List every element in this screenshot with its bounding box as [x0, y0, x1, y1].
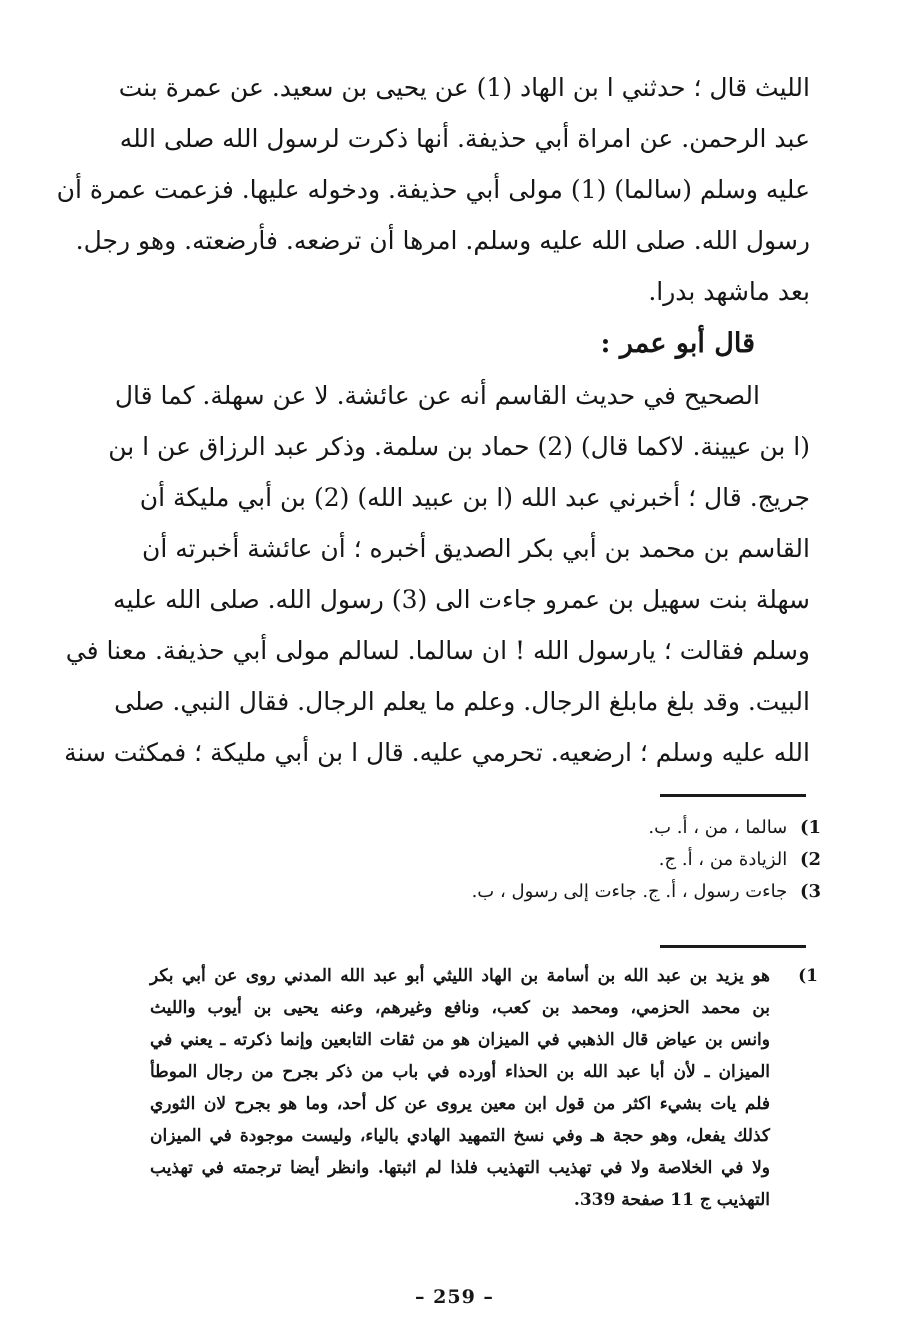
footnote-number: 1) — [798, 966, 818, 986]
text-line: وسلم فقالت ؛ يارسول الله ! ان سالما. لسالم مولى أبي حذيفة. معنا في — [65, 636, 810, 665]
footnote-line: الميزان ـ لأن أبا عبد الله بن الحذاء أورده في باب من ذكر بجرح من رجال الموطأ — [150, 1062, 770, 1082]
footnote-line: كذلك يفعل، وهو حجة هـ وفي نسخ التمهيد الهادي بالياء، وليست موجودة في الميزان — [150, 1126, 770, 1146]
footnote-line: ولا في الخلاصة ولا في تهذيب التهذيب فلذا لم اثبتها. وانظر أيضا ترجمته في تهذيب — [150, 1158, 770, 1178]
note-number: 2) — [799, 849, 821, 870]
text-line: عليه وسلم (سالما) (1) مولى أبي حذيفة. ودخوله عليها. فزعمت عمرة أن — [56, 175, 810, 204]
text-line: البيت. وقد بلغ مابلغ الرجال. وعلم ما يعلم الرجال. فقال النبي. صلى — [114, 687, 810, 716]
section-heading: قال أبو عمر : — [600, 328, 755, 359]
footnote-body — [150, 960, 770, 1216]
page-number: – 259 – — [415, 1286, 494, 1308]
text-line: جريج. قال ؛ أخبرني عبد الله (ا بن عبيد الله) (2) بن أبي مليكة أن — [139, 483, 810, 512]
text-line: القاسم بن محمد بن أبي بكر الصديق أخبره ؛ أن عائشة أخبرته أن — [141, 534, 810, 563]
variant-note — [301, 844, 821, 876]
footnote-divider — [660, 794, 806, 797]
footnote-line: وانس بن عياض قال الذهبي في الميزان هو من ثقات التابعين وإنما ذكرته ـ يعني في — [150, 1030, 770, 1050]
note-text: سالما ، من ، أ. ب. — [648, 817, 788, 838]
footnote-line: التهذيب ج 11 صفحة 339. — [573, 1190, 770, 1210]
variant-note — [301, 876, 821, 908]
footnote-line: فلم يات بشيء اكثر من قول ابن معين يروى عن كل أحد، وما هو بجرح لان الثوري — [150, 1094, 770, 1114]
text-line: (ا بن عيينة. لاكما قال) (2) حماد بن سلمة. وذكر عبد الرزاق عن ا بن — [108, 432, 810, 461]
biographical-footnote — [150, 960, 818, 1216]
footnote-line: بن محمد الحزمي، ومحمد بن كعب، ونافع وغيرهم، وعنه يحيى بن أيوب والليث — [150, 998, 770, 1018]
text-line: رسول الله. صلى الله عليه وسلم. امرها أن ترضعه. فأرضعته. وهو رجل. — [75, 226, 810, 255]
text-line: سهلة بنت سهيل بن عمرو جاءت الى (3) رسول الله. صلى الله عليه — [113, 585, 810, 614]
note-text: جاءت رسول ، أ. ج. جاءت إلى رسول ، ب. — [471, 881, 788, 902]
text-line: الله عليه وسلم ؛ ارضعيه. تحرمي عليه. قال ا بن أبي مليكة ؛ فمكثت سنة — [64, 738, 810, 767]
note-number: 3) — [799, 881, 821, 902]
variant-note — [301, 812, 821, 844]
main-text — [56, 62, 810, 778]
footnote-line: هو يزيد بن عبد الله بن أسامة بن الهاد الليثي أبو عبد الله المدني روى عن أبي بكر — [150, 966, 770, 986]
text-line: بعد ماشهد بدرا. — [648, 277, 810, 306]
text-line: الليث قال ؛ حدثني ا بن الهاد (1) عن يحيى بن سعيد. عن عمرة بنت — [118, 73, 810, 102]
note-number: 1) — [799, 817, 821, 838]
variant-notes — [301, 812, 821, 908]
note-text: الزيادة من ، أ. ج. — [658, 849, 788, 870]
footnote-divider — [660, 945, 806, 948]
text-line: الصحيح في حديث القاسم أنه عن عائشة. لا عن سهلة. كما قال — [114, 381, 760, 410]
text-line: عبد الرحمن. عن امراة أبي حذيفة. أنها ذكرت لرسول الله صلى الله — [119, 124, 810, 153]
